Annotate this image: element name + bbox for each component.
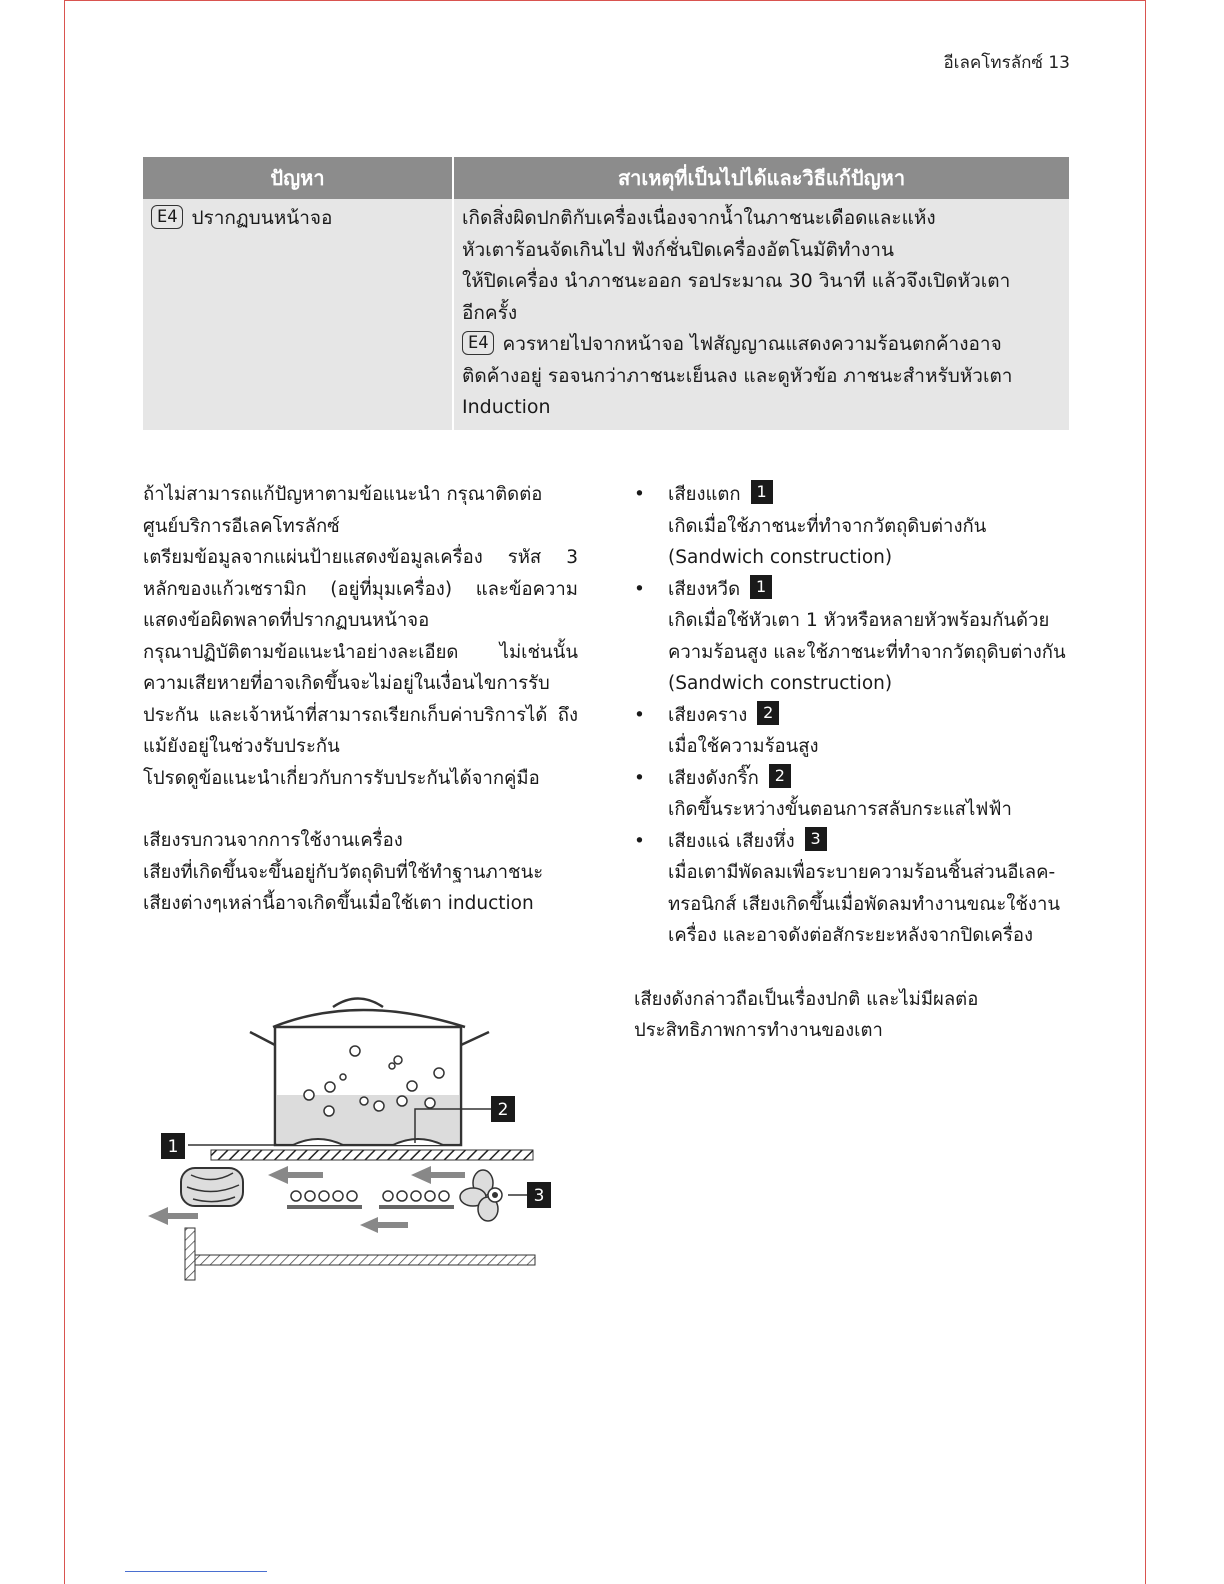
induction-coil-left (287, 1191, 362, 1209)
page-border-right (1145, 0, 1146, 1584)
column-header-problem: ปัญหา (143, 157, 453, 199)
label-3-text: 3 (533, 1186, 545, 1206)
electronics-block (181, 1168, 243, 1206)
table-header-row (143, 157, 1069, 199)
list-item (634, 574, 1070, 700)
induction-coil-right (379, 1191, 454, 1209)
bullet: • (634, 830, 645, 852)
bullet: • (634, 704, 645, 726)
list-item (634, 763, 1070, 826)
page-border-top (64, 0, 1146, 1)
prepare-info-paragraph: เตรียมข้อมูลจากแผ่นป้ายแสดงข้อมูลเครื่อง รหัส 3 หลักของแก้วเซรามิก (อยู่ที่มุมเครื่อง) และข้อความแสดงข้อผิดพลาดที่ปรากฏบนหน้าจอ (143, 547, 578, 631)
table-row (143, 199, 1069, 430)
problem-cell (143, 199, 453, 430)
bullet: • (634, 767, 645, 789)
cooktop-noise-illustration (143, 985, 543, 1285)
label-1-text: 1 (167, 1137, 179, 1157)
solution-line: ให้ปิดเครื่อง นำภาชนะออก รอประมาณ 30 วินาที แล้วจึงเปิดหัวเตา (462, 270, 1011, 292)
housing-side (185, 1228, 195, 1280)
solution-line: หัวเตาร้อนจัดเกินไป ฟังก์ชั่นปิดเครื่องอัตโนมัติทำงาน (462, 238, 894, 261)
solution-line: เกิดสิ่งผิดปกติกับเครื่องเนื่องจากน้ำในภาชนะเดือดและแห้ง (462, 207, 936, 229)
footer-line (125, 1571, 267, 1572)
left-column (143, 479, 578, 920)
noise-title: เสียงแฉ่ เสียงหึ่ง (668, 830, 795, 852)
number-badge: 2 (757, 701, 779, 725)
solution-code-text: ควรหายไปจากหน้าจอ ไฟสัญญาณแสดงความร้อนตกค้างอาจ (502, 333, 1002, 355)
noise-title: เสียงคราง (668, 704, 748, 726)
solution-line: ติดค้างอยู่ รอจนกว่าภาชนะเย็นลง และดูหัวข้อ ภาชนะสำหรับหัวเตา (462, 364, 1013, 387)
bullet: • (634, 578, 645, 600)
noise-list (634, 479, 1070, 952)
bullet: • (634, 484, 645, 505)
solution-line (462, 329, 1061, 361)
list-item (634, 826, 1070, 952)
right-column (634, 479, 1070, 1065)
noise-title: เสียงหวีด (668, 578, 741, 600)
solution-cell (453, 199, 1069, 430)
noise-desc: เมื่อใช้ความร้อนสูง (668, 736, 819, 757)
number-badge: 1 (750, 575, 772, 599)
housing-bottom (195, 1255, 535, 1265)
page-border-left (64, 0, 65, 1584)
number-badge: 3 (805, 827, 827, 851)
solution-line: อีกครั้ง (462, 301, 518, 324)
noise-text: เสียงที่เกิดขึ้นจะขึ้นอยู่กับวัตถุดิบที่ใช้ทำฐานภาชนะ (143, 861, 544, 883)
error-code-e4-inline: E4 (462, 331, 494, 355)
list-item (634, 700, 1070, 763)
problem-text: ปรากฏบนหน้าจอ (191, 207, 333, 229)
closing-paragraph: เสียงดังกล่าวถือเป็นเรื่องปกติ และไม่มีผลต่อประสิทธิภาพการทำงานของเตา (634, 988, 979, 1041)
solution-line: Induction (462, 396, 551, 418)
follow-instructions-paragraph: กรุณาปฏิบัติตามข้อแนะนำอย่างละเอียด ไม่เช่นนั้น ความเสียหายที่อาจเกิดขึ้นจะไม่อยู่ในเงื่อนไขการรับประกัน และเจ้าหน้าที่สามารถเรียกเก็บค่าบริการได้ ถึงแม้ยังอยู่ในช่วงรับประกัน (143, 641, 578, 757)
contact-paragraph-2: ศูนย์บริการอีเลคโทรลักซ์ (143, 515, 340, 537)
page-header: อีเลคโทรลักซ์ 13 (943, 53, 1070, 73)
noise-title: เสียงแตก (668, 484, 741, 505)
column-header-solution: สาเหตุที่เป็นไปได้และวิธีแก้ปัญหา (453, 157, 1069, 199)
noise-text: เสียงต่างๆเหล่านี้อาจเกิดขึ้นเมื่อใช้เตา induction (143, 893, 534, 914)
list-item (634, 479, 1070, 574)
noise-desc: เกิดเมื่อใช้หัวเตา 1 หัวหรือหลายหัวพร้อมกันด้วยความร้อนสูง และใช้ภาชนะที่ทำจากวัตถุดิบต่างกัน (Sandwich construction) (668, 610, 1066, 694)
number-badge: 2 (769, 764, 791, 788)
noise-desc: เกิดขึ้นระหว่างขั้นตอนการสลับกระแสไฟฟ้า (668, 799, 1012, 820)
noise-desc: เกิดเมื่อใช้ภาชนะที่ทำจากวัตถุดิบต่างกัน (Sandwich construction) (668, 515, 987, 568)
fan-icon (460, 1170, 502, 1221)
label-1-marker (161, 1133, 185, 1159)
number-badge: 1 (751, 480, 773, 504)
label-3-marker (527, 1182, 551, 1208)
label-2-text: 2 (497, 1100, 509, 1120)
pot-drawing (250, 999, 489, 1146)
noise-desc: เมื่อเตามีพัดลมเพื่อระบายความร้อนชิ้นส่วนอีเลค-ทรอนิกส์ เสียงเกิดขึ้นเมื่อพัดลมทำงานขณะใช้งานเครื่อง และอาจดังต่อสักระยะหลังจากปิดเครื่อง (668, 862, 1061, 946)
noise-title: เสียงดังกริ๊ก (668, 767, 759, 789)
noise-heading: เสียงรบกวนจากการใช้งานเครื่อง (143, 830, 403, 851)
label-2-marker (491, 1096, 515, 1122)
glass-ceramic-plate (211, 1150, 533, 1160)
error-code-e4: E4 (151, 205, 183, 229)
warranty-paragraph: โปรดดูข้อแนะนำเกี่ยวกับการรับประกันได้จากคู่มือ (143, 767, 540, 789)
contact-paragraph: ถ้าไม่สามารถแก้ปัญหาตามข้อแนะนำ กรุณาติดต่อ (143, 484, 543, 505)
troubleshooting-table (143, 157, 1069, 430)
